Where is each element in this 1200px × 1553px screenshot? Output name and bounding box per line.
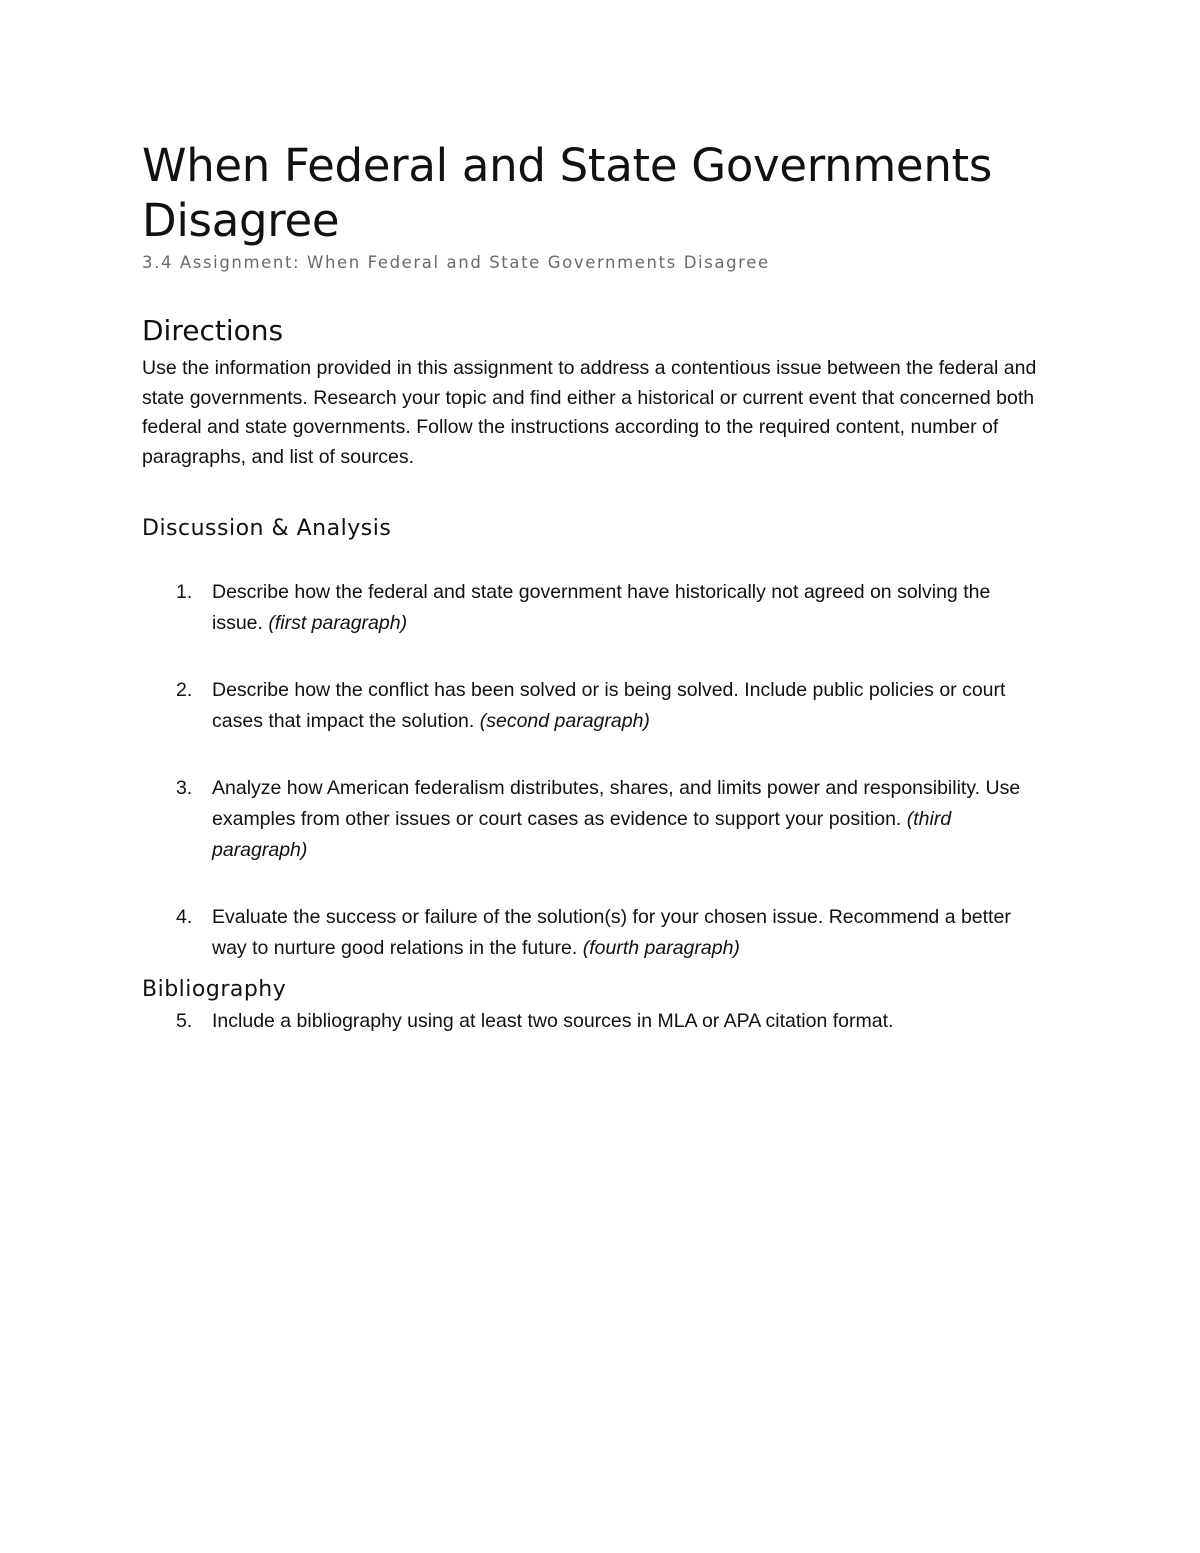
item-text: Describe how the conflict has been solved or is being solved. Include public policies or court cases that impact the solution. [212,679,1006,732]
list-item [142,675,1042,737]
discussion-list [142,577,1072,964]
item-text: Analyze how American federalism distributes, shares, and limits power and responsibility. Use examples from other issues or court cases as evidence to support your position. [212,777,1021,830]
discussion-heading: Discussion & Analysis [142,516,392,541]
document-title: When Federal and State Governments Disagree [142,139,993,247]
list-item [142,1006,1042,1037]
item-number: 3. [176,777,193,799]
directions-heading: Directions [142,314,284,347]
item-number: 1. [176,581,193,603]
bibliography-heading: Bibliography [142,977,287,1002]
item-text: Evaluate the success or failure of the solution(s) for your chosen issue. Recommend a better way to nurture good relations in the future. [212,906,1011,959]
list-item [142,902,1042,964]
list-item [142,577,1042,639]
document-page [142,138,1072,1037]
bibliography-list [142,1006,1072,1037]
item-number: 2. [176,679,193,701]
item-text: Describe how the federal and state government have historically not agreed on solving the issue. [212,581,991,634]
list-item [142,773,1042,866]
item-note: (second paragraph) [479,710,650,732]
item-number: 5. [176,1010,193,1032]
item-number: 4. [176,906,193,928]
item-note: (third paragraph) [212,808,952,861]
item-note: (fourth paragraph) [582,937,740,959]
item-text: Include a bibliography using at least two sources in MLA or APA citation format. [212,1010,894,1032]
item-note: (first paragraph) [268,612,408,634]
document-subtitle: 3.4 Assignment: When Federal and State Governments Disagree [142,253,770,272]
directions-text: Use the information provided in this assignment to address a contentious issue between the federal and state governments. Research your topic and find either a historical or current event that concerned both federal and state governments. Follow the instructions according to the required content, number of paragraphs, and list of sources. [142,357,1037,468]
